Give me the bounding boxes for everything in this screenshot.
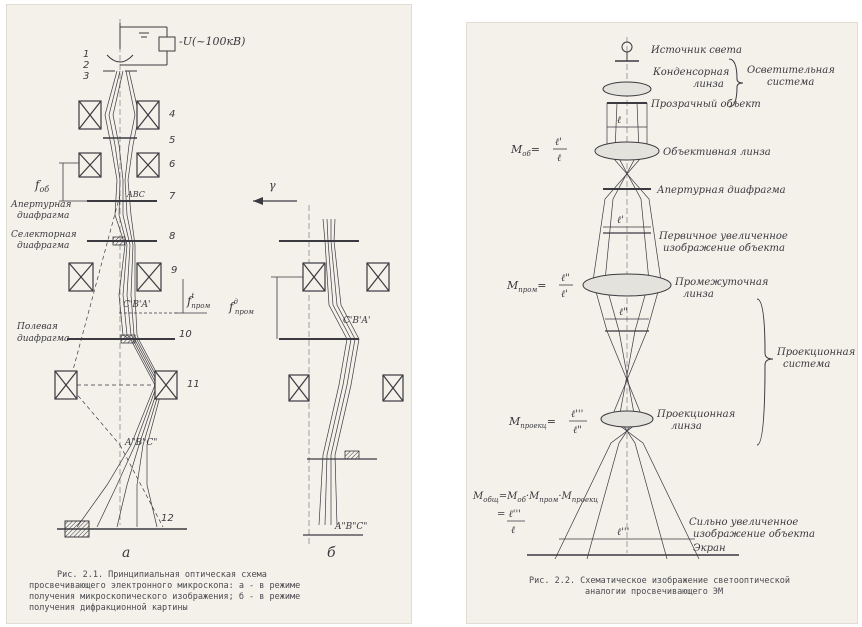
final-image-label-2: изображение объекта bbox=[693, 529, 815, 540]
figure-2-1-caption bbox=[29, 570, 300, 613]
m-ob-formula: $M_{об}=$ bbox=[511, 143, 540, 158]
points-abc: ABC bbox=[127, 190, 145, 199]
condenser-lens bbox=[603, 82, 651, 96]
figure-2-2-caption bbox=[529, 575, 790, 597]
tem-optical-scheme bbox=[7, 5, 411, 623]
light-optical-analogy-scheme bbox=[467, 23, 857, 623]
diffraction-mode-scheme bbox=[228, 179, 403, 561]
svg-text:аналогии просвечивающего ЭМ: аналогии просвечивающего ЭМ bbox=[585, 587, 724, 597]
aperture-label: Апертурная диафрагма bbox=[657, 185, 786, 196]
label-6: 6 bbox=[169, 159, 176, 170]
label-7: 7 bbox=[169, 191, 176, 202]
label-10: 10 bbox=[179, 329, 192, 340]
m-total-num: = ℓ''' bbox=[497, 509, 521, 520]
m-total-formula: $M_{общ}=M_{об}\cdot M_{пром}\cdot M_{проекц}$ bbox=[473, 491, 599, 504]
condenser-label-2: линза bbox=[693, 79, 724, 90]
svg-text:Рис. 2.2. Схематическое изобра: Рис. 2.2. Схематическое изображение светооптической bbox=[529, 576, 790, 586]
label-12: 12 bbox=[161, 513, 174, 524]
svg-text:получения микроскопического из: получения микроскопического изображения; б - в режиме bbox=[29, 592, 301, 602]
objective-lens bbox=[595, 142, 659, 160]
proj-system-label-2: система bbox=[783, 359, 831, 370]
electron-beam bbox=[69, 71, 163, 527]
b-arrow-label: γ bbox=[269, 179, 276, 192]
intermediate-lens bbox=[583, 274, 671, 296]
label-9: 9 bbox=[171, 265, 178, 276]
projection-lens bbox=[601, 411, 653, 427]
f-prom-label: $f^t$ пром bbox=[187, 292, 211, 310]
m-prom-formula: $M_{пром}=$ bbox=[507, 279, 547, 294]
right-figure-page bbox=[466, 22, 858, 624]
subfigure-a-label: а bbox=[122, 545, 131, 561]
l-label: ℓ bbox=[617, 115, 622, 126]
aperture-label-1: Апертурная bbox=[11, 200, 72, 210]
light-source-icon bbox=[615, 42, 639, 61]
proj-system-label-1: Проекционная bbox=[777, 347, 856, 358]
m-ob-num: ℓ' bbox=[555, 137, 562, 148]
label-1: 1 bbox=[83, 49, 90, 60]
l3-label: ℓ''' bbox=[617, 527, 630, 538]
intermediate-label-1: Промежуточная bbox=[675, 277, 769, 288]
svg-text:получения дифракционной картин: получения дифракционной картины bbox=[29, 603, 188, 613]
label-4: 4 bbox=[169, 109, 176, 120]
illum-system-label-1: Осветительная bbox=[747, 65, 835, 76]
points-abc2: A"B"C" bbox=[125, 438, 158, 448]
b-points-abc: A"B"C" bbox=[335, 522, 368, 532]
l1-label: ℓ' bbox=[617, 215, 624, 226]
label-3: 3 bbox=[83, 71, 90, 82]
voltage-label: -U(~100кВ) bbox=[179, 35, 246, 48]
selector-label-2: диафрагма bbox=[17, 241, 70, 251]
condenser-label-1: Конденсорная bbox=[653, 67, 730, 78]
m-prom-den: ℓ' bbox=[561, 289, 568, 300]
condenser-lens-4 bbox=[79, 101, 159, 129]
m-proj-formula: $M_{проекц}=$ bbox=[509, 415, 556, 430]
field-label-2: диафрагма bbox=[17, 334, 70, 344]
m-ob-den: ℓ bbox=[557, 153, 562, 164]
aperture-label-2: диафрагма bbox=[17, 211, 70, 221]
selector-label-1: Селекторная bbox=[11, 230, 77, 240]
final-image-label-1: Сильно увеличенное bbox=[689, 517, 799, 528]
objective-label: Объективная линза bbox=[663, 147, 771, 158]
field-label-1: Полевая bbox=[17, 322, 58, 332]
screen-label: Экран bbox=[693, 543, 726, 554]
f-ob-label: $f_{об}$ bbox=[35, 178, 50, 194]
b-f-prom-label: $f^д$ пром bbox=[229, 298, 254, 316]
left-figure-page bbox=[6, 4, 412, 624]
points-cba1: C'B'A' bbox=[123, 300, 151, 310]
b-points-cba: C'B'A' bbox=[343, 316, 371, 326]
label-5: 5 bbox=[169, 135, 176, 146]
label-8: 8 bbox=[169, 231, 176, 242]
object-label: Прозрачный объект bbox=[651, 99, 761, 110]
m-prom-num: ℓ" bbox=[561, 273, 570, 284]
svg-text:Рис. 2.1. Принципиальная оптич: Рис. 2.1. Принципиальная оптическая схема bbox=[57, 570, 267, 580]
projection-label-1: Проекционная bbox=[657, 409, 736, 420]
label-2: 2 bbox=[83, 60, 90, 71]
primary-image-label-1: Первичное увеличенное bbox=[659, 231, 788, 242]
svg-text:просвечивающего электронного м: просвечивающего электронного микроскопа: а - в режиме bbox=[29, 581, 301, 591]
m-total-den: ℓ bbox=[511, 525, 516, 536]
subfigure-b-label: б bbox=[327, 545, 336, 561]
label-11: 11 bbox=[187, 379, 200, 390]
intermediate-lens-9 bbox=[69, 263, 161, 291]
primary-image-label-2: изображение объекта bbox=[663, 243, 785, 254]
m-proj-num: ℓ''' bbox=[571, 409, 584, 420]
illum-system-label-2: система bbox=[767, 77, 815, 88]
light-source-label: Источник света bbox=[651, 45, 743, 56]
l2-label: ℓ" bbox=[619, 307, 628, 318]
intermediate-label-2: линза bbox=[683, 289, 714, 300]
m-proj-den: ℓ" bbox=[573, 425, 582, 436]
projection-label-2: линза bbox=[671, 421, 702, 432]
